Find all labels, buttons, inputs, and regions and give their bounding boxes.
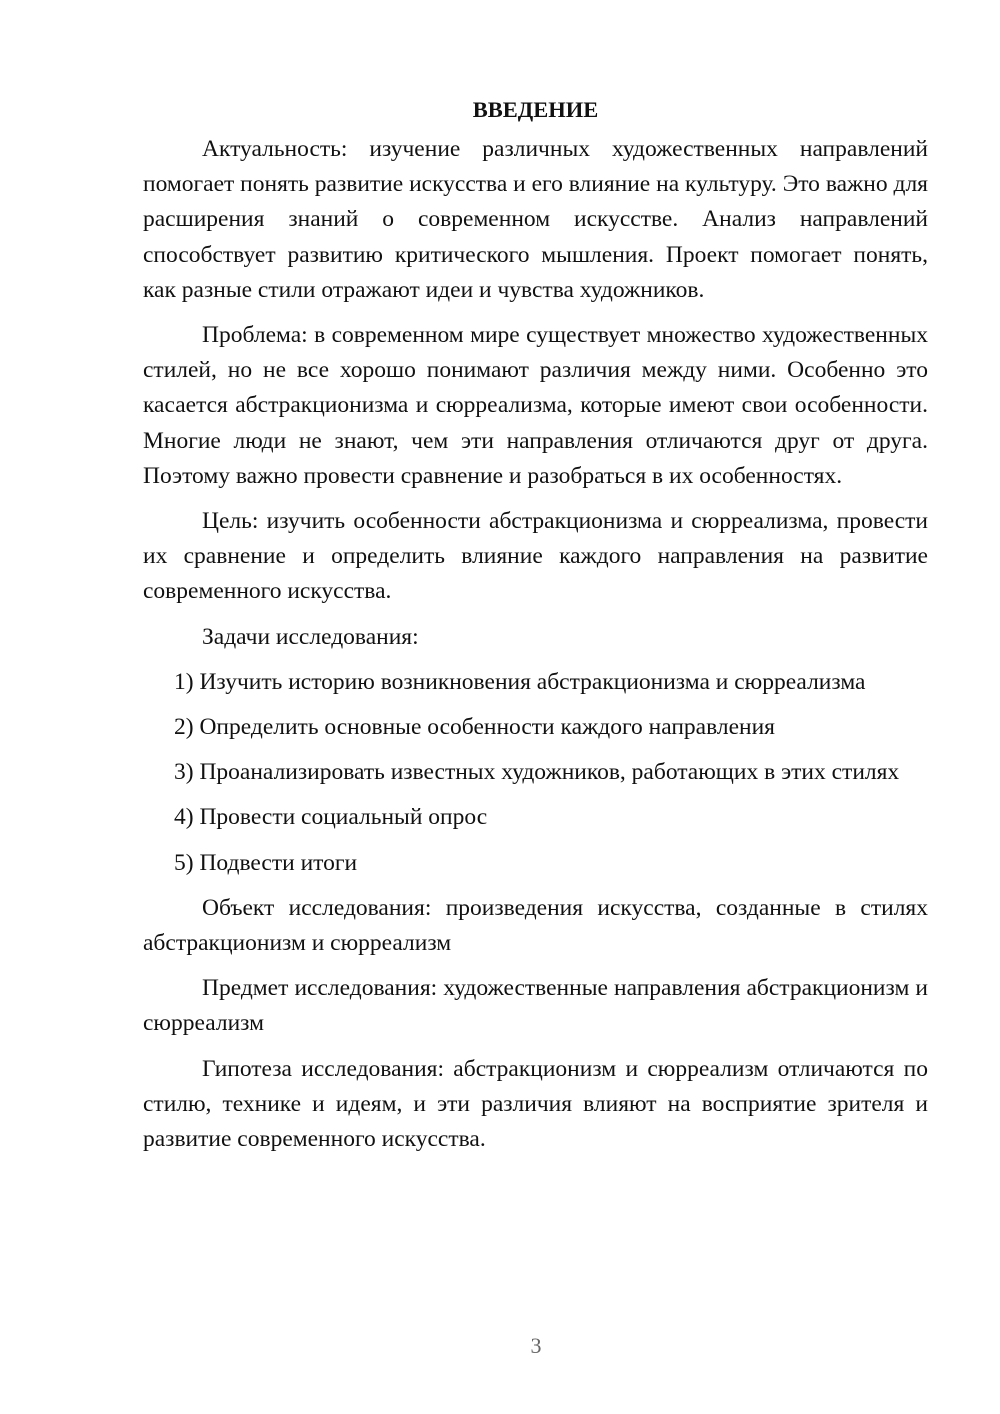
hypothesis-paragraph: Гипотеза исследования: абстракционизм и сюрреализм отличаются по стилю, технике и идеям, и эти различия влияют на восприятие зрителя и развитие современного искусства.	[143, 1055, 928, 1153]
subject-paragraph: Предмет исследования: художественные направления абстракционизм и сюрреализм	[143, 975, 928, 1037]
relevance-paragraph: Актуальность: изучение различных художественных направлений помогает понять развитие искусства и его влияние на культуру. Это важно для расширения знаний о современном искусстве. Анализ направлений способствует развитию критического мышления. Проект помогает понять, как разные стили отражают идеи и чувства художников.	[143, 136, 928, 303]
object-paragraph: Объект исследования: произведения искусства, созданные в стилях абстракционизм и сюрреализм	[143, 894, 928, 957]
task-item: 1) Изучить историю возникновения абстракционизма и сюрреализма	[174, 668, 866, 695]
page-title: ВВЕДЕНИЕ	[472, 97, 599, 122]
task-item: 3) Проанализировать известных художников, работающих в этих стилях	[174, 759, 900, 786]
task-item: 4) Провести социальный опрос	[174, 804, 488, 831]
tasks-heading: Задачи исследования:	[202, 623, 419, 650]
problem-paragraph: Проблема: в современном мире существует множество художественных стилей, но не все хорошо понимают различия между ними. Особенно это касается абстракционизма и сюрреализма, которые имеют свои особенности. Многие люди не знают, чем эти направления отличаются друг от друга. Поэтому важно провести сравнение и разобраться в их особенностях.	[143, 322, 928, 489]
task-item: 5) Подвести итоги	[174, 849, 358, 876]
document-body	[143, 94, 928, 1167]
task-item: 2) Определить основные особенности каждого направления	[174, 714, 775, 741]
goal-paragraph: Цель: изучить особенности абстракционизма и сюрреализма, провести их сравнение и определить влияние каждого направления на развитие современного искусства.	[143, 508, 928, 605]
page-number: 3	[530, 1333, 542, 1358]
